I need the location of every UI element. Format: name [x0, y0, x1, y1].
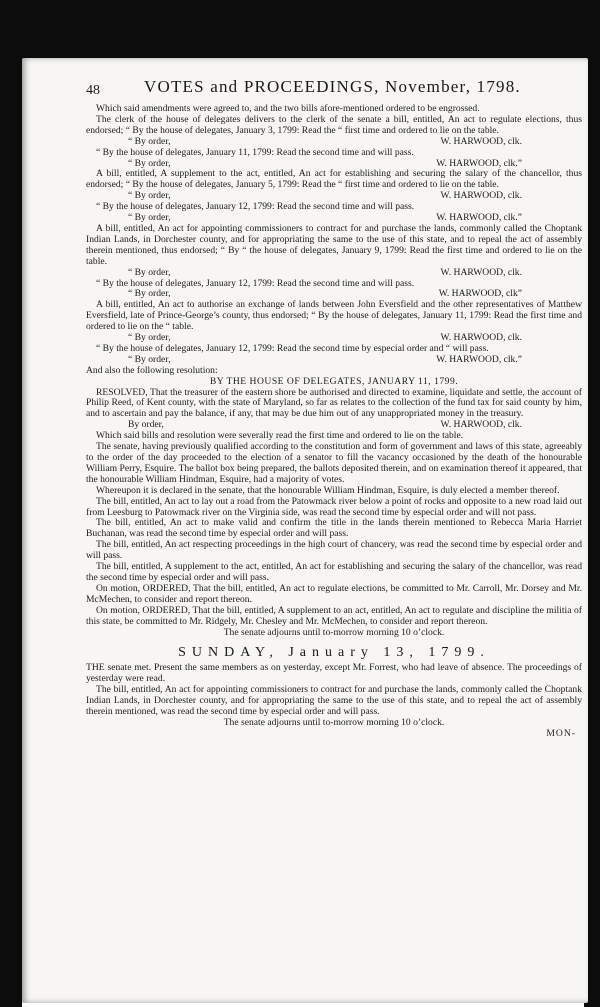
paragraph: On motion, ORDERED, That the bill, entitled, A supplement to an act, entitled, An act to regulate and discipline the militia of this state, be committed to Mr. Ridgely, Mr. Chesley and Mr. McMechen, to consider and report thereon. [86, 604, 582, 627]
order-label: “ By order, [128, 332, 171, 344]
paragraph: A bill, entitled, An act for appointing commissioners to contract for and purchase the lands, commonly called the Choptank Indian Lands, in Dorchester county, and for appropriating the same to the use of this state, and to repeal the act of assembly therein mentioned, thus endorsed; “ By “ the house of delegates, January 9, 1799: Read the first time and ordered to lie on the table. [86, 222, 582, 267]
paragraph: And also the following resolution: [86, 364, 218, 376]
adjourn-line: The senate adjourns until to-morrow morning 10 o’clock. [223, 716, 445, 728]
signature: W. HARWOOD, clk.” [436, 157, 522, 169]
page-text [86, 77, 582, 740]
paragraph: Whereupon it is declared in the senate, that the honourable William Hindman, Esquire, is duly elected a member thereof. [96, 484, 560, 496]
page-number: 48 [86, 83, 100, 98]
order-label: “ By order, [128, 266, 171, 278]
resolution-heading: BY THE HOUSE OF DELEGATES, JANUARY 11, 1799. [209, 375, 459, 387]
day-heading: SUNDAY, January 13, 1799. [178, 645, 490, 661]
order-label: “ By order, [128, 212, 171, 224]
adjourn-line: The senate adjourns until to-morrow morning 10 o’clock. [223, 626, 445, 638]
scan-border-top [0, 0, 600, 62]
paragraph: Which said amendments were agreed to, and the two bills afore-mentioned ordered to be engrossed. [96, 103, 480, 114]
order-label: By order, [128, 419, 164, 431]
scan-border-left [0, 0, 22, 1007]
order-label: “ By order, [128, 190, 171, 202]
catchword: MON- [546, 727, 576, 739]
order-line: “ By the house of delegates, January 11, 1799: Read the second time and will pass. [96, 146, 414, 158]
order-line: “ By the house of delegates, January 12, 1799: Read the second time and will pass. [96, 201, 415, 213]
signature: W. HARWOOD, clk. [440, 190, 522, 202]
running-head: VOTES and PROCEEDINGS, November, 1798. [144, 77, 521, 96]
order-line: “ By the house of delegates, January 12, 1799: Read the second time and will pass. [96, 277, 415, 289]
signature: W. HARWOOD, clk. [440, 332, 522, 344]
paragraph: On motion, ORDERED, That the bill, entitled, An act to regulate elections, be committed to Mr. Carroll, Mr. Dorsey and Mr. McMechen, to consider and report thereon. [86, 582, 582, 605]
signature: W. HARWOOD, clk. [440, 266, 522, 278]
order-line [86, 268, 582, 279]
signature: W. HARWOOD, clk. [440, 135, 522, 147]
signature: W. HARWOOD, clk” [438, 288, 522, 300]
paragraph: A bill, entitled, A supplement to the act, entitled, An act for establishing and securing the salary of the chancellor, thus endorsed; “ By the house of delegates, January 5, 1799: Read the “ first time and ordered to lie on the table. [86, 168, 582, 191]
paragraph: The senate, having previously qualified according to the constitution and form of government and laws of this state, agreeably to the order of the day proceeded to the election of a senator to fill the vacancy occasioned by the death of the honourable William Perry, Esquire. The ballot box being prepared, the ballots deposited therein, and on examination thereof it appeared, that the honourable William Hindman, Esquire, had a majority of votes. [86, 441, 582, 485]
paragraph: Which said bills and resolution were severally read the first time and ordered to lie on the table. [96, 430, 464, 442]
paragraph: The bill, entitled, An act to lay out a road from the Patowmack river below a point of rocks and opposite to a new road laid out from Leesburg to Patowmack river on the Virginia side, was read the second time by especial order and will not pass. [86, 495, 582, 518]
paragraph: The bill, entitled, An act for appointing commissioners to contract for and purchase the lands, commonly called the Choptank Indian Lands, in Dorchester county, and for appropriating the same to the use of this state, and to repeal the act of assembly therein mentioned, was read the second time by especial order and will pass. [86, 684, 582, 717]
order-line: “ By the house of delegates, January 12, 1799: Read the second time by especial order and “ will pass. [96, 342, 489, 354]
paragraph: RESOLVED, That the treasurer of the eastern shore be authorised and directed to examine, liquidate and settle, the account of Philip Reed, of Kent county, with the state of Maryland, so far as relates to the collection of the fund tax for said county by him, and to ascertain and pay the balance, if any, that may be due him out of any unappropriated money in the treasury. [86, 386, 582, 420]
paragraph: THE senate met. Present the same members as on yesterday, except Mr. Forrest, who had leave of absence. The proceedings of yesterday were read. [86, 662, 582, 685]
signature: W. HARWOOD, clk.” [436, 353, 522, 365]
order-line [86, 137, 582, 148]
order-label: “ By order, [128, 353, 171, 365]
signature: W. HARWOOD, clk. [440, 419, 522, 431]
order-label: “ By order, [128, 157, 171, 169]
paragraph: The bill, entitled, An act respecting proceedings in the high court of chancery, was read the second time by especial order and will pass. [86, 539, 582, 562]
signature: W. HARWOOD, clk.” [436, 212, 522, 224]
paragraph: The bill, entitled, An act to make valid and confirm the title in the lands therein mentioned to Rebecca Maria Harriet Buchanan, was read the second time by especial order and will pass. [86, 517, 582, 540]
order-label: “ By order, [128, 288, 171, 300]
order-label: “ By order, [128, 135, 171, 147]
page-header [86, 77, 582, 102]
paragraph: The bill, entitled, A supplement to the act, entitled, An act for establishing and securing the salary of the chancellor, was read the second time by especial order and will pass. [86, 561, 582, 583]
paragraph: A bill, entitled, An act to authorise an exchange of lands between John Eversfield and the other representatives of Matthew Eversfield, late of Prince-George’s county, thus endorsed; “ By the house of delegates, January 11, 1799: Read the first time and ordered to lie on the “ table. [86, 299, 582, 333]
paragraph: The clerk of the house of delegates delivers to the clerk of the senate a bill, entitled, An act to regulate elections, thus endorsed; “ By the house of delegates, January 3, 1799: Read the “ first time and ordered to lie on the table. [86, 113, 582, 136]
